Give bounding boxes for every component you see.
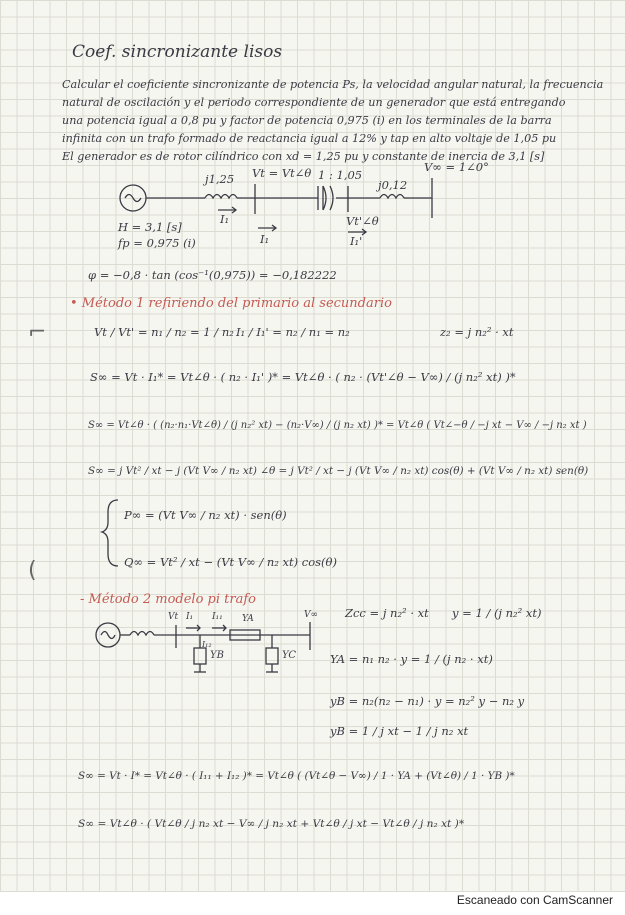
s-method2-equation-1: S∞ = Vt · I* = Vt∠θ · ( I₁₁ + I₁₂ )* = Vt∠θ ( (Vt∠θ − V∞) / 1 · YA + (Vt∠θ) / 1 · YB )*	[78, 770, 515, 782]
yb-equation-2: yB = 1 / j xt − 1 / j n₂ xt	[330, 724, 469, 738]
s-equation-3: S∞ = j Vt² / xt − j (Vt V∞ / n₂ xt) ∠θ = j Vt² / xt − j (Vt V∞ / n₂ xt) cos(θ) + (Vt V∞ / n₂ xt) sen(θ)	[88, 465, 589, 477]
binder-hole-2: (	[28, 558, 37, 583]
scanner-watermark: Escaneado con CamScanner	[456, 893, 613, 907]
xt-label: j0,12	[378, 178, 408, 192]
system-brace	[102, 500, 118, 566]
xd-inductor-2	[130, 632, 154, 636]
vinf-label: V∞ = 1∠0°	[424, 160, 489, 174]
vt-label: Vt = Vt∠θ	[252, 166, 312, 180]
tap-label: 1 : 1,05	[318, 168, 363, 182]
z2-equation: z₂ = j n₂² · xt	[440, 325, 514, 339]
problem-line-1: Calcular el coeficiente sincronizante de potencia Ps, la velocidad angular natural, la frecuencia	[62, 78, 604, 91]
yb-admittance	[194, 648, 206, 664]
vt-label-2: Vt	[168, 612, 179, 622]
method-2-heading: - Método 2 modelo pi trafo	[80, 592, 256, 607]
yb-equation-1: yB = n₂(n₂ − n₁) · y = n₂² y − n₂ y	[330, 694, 525, 708]
problem-line-5: El generador es de rotor cilíndrico con xd = 1,25 pu y constante de inercia de 3,1 [s]	[62, 150, 545, 163]
phi-equation: φ = −0,8 · tan (cos⁻¹(0,975)) = −0,182222	[88, 268, 337, 282]
ya-label: YA	[242, 614, 254, 624]
sine-mark	[125, 195, 141, 202]
s-equation-1: S∞ = Vt · I₁* = Vt∠θ · ( n₂ · I₁' )* = Vt∠θ · ( n₂ · (Vt'∠θ − V∞) / (j n₂² xt) )*	[90, 370, 516, 384]
s-method2-equation-2: S∞ = Vt∠θ · ( Vt∠θ / j n₂ xt − V∞ / j n₂ xt + Vt∠θ / j xt − Vt∠θ / j n₂ xt )*	[78, 818, 465, 830]
y-equation: y = 1 / (j n₂² xt)	[452, 606, 542, 620]
current-ratio-equation: I₁ / I₁' = n₂ / n₁ = n₂	[236, 325, 350, 339]
xd-inductor	[205, 195, 237, 199]
i1-bus-label: I₁	[260, 232, 270, 246]
pf-label: fp = 0,975 (i)	[118, 236, 196, 250]
i1-prime-label: I₁'	[350, 234, 363, 248]
problem-line-3: una potencia igual a 0,8 pu y factor de potencia 0,975 (i) en los terminales de la barra	[62, 114, 552, 127]
p-equation: P∞ = (Vt V∞ / n₂ xt) · sen(θ)	[124, 508, 287, 522]
yc-admittance	[266, 648, 278, 664]
problem-line-2: natural de oscilación y el periodo correspondiente de un generador que está entregando	[62, 96, 566, 109]
problem-line-4: infinita con un trafo formado de reactancia igual a 12% y tap en alto voltaje de 1,05 pu	[62, 132, 557, 145]
vt-prime-label: Vt'∠θ	[346, 214, 379, 228]
page-title: Coef. sincronizante lisos	[72, 42, 283, 62]
ya-equation: YA = n₁ n₂ · y = 1 / (j n₂ · xt)	[330, 652, 493, 666]
i11-label: I₁₁	[212, 612, 223, 622]
xd-label: j1,25	[205, 172, 235, 186]
yc-label: YC	[282, 650, 297, 661]
xt-inductor	[380, 195, 404, 199]
i1-label-2: I₁	[186, 612, 194, 622]
vinf-label-2: V∞	[304, 610, 318, 620]
inertia-label: H = 3,1 [s]	[118, 220, 182, 234]
q-equation: Q∞ = Vt² / xt − (Vt V∞ / n₂ xt) cos(θ)	[124, 555, 337, 569]
yb-label: YB	[210, 650, 224, 661]
s-equation-2: S∞ = Vt∠θ · ( (n₂·n₁·Vt∠θ) / (j n₂² xt) − (n₂·V∞) / (j n₂ xt) )* = Vt∠θ ( Vt∠−θ / −j xt − V∞ / −j n₂ xt )	[88, 420, 587, 431]
i1-label: I₁	[220, 212, 230, 226]
binder-hole-1: ⌐	[28, 320, 47, 345]
ratio-equation: Vt / Vt' = n₁ / n₂ = 1 / n₂	[94, 325, 234, 339]
zcc-equation: Zcc = j n₂² · xt	[345, 606, 429, 620]
i12-label: I₁₂	[202, 640, 212, 649]
method-1-heading: • Método 1 refiriendo del primario al secundario	[70, 296, 392, 311]
